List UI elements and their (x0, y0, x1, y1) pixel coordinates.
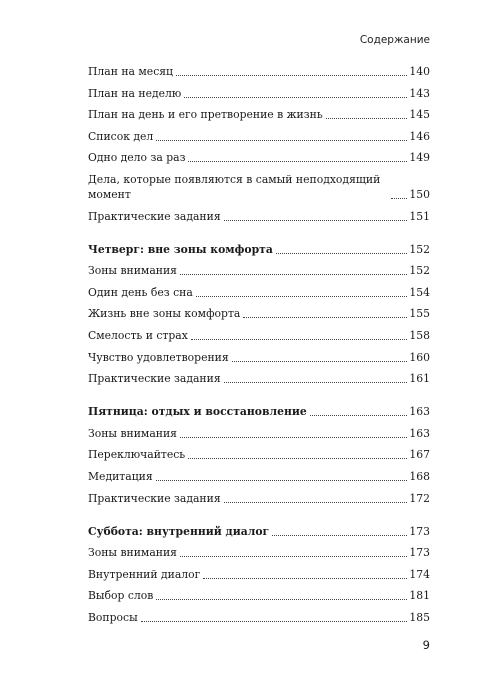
toc-entry-title: Внутренний диалог (88, 567, 201, 581)
toc-entry-page: 185 (409, 610, 430, 624)
dot-leader (156, 140, 407, 141)
dot-leader (156, 599, 407, 600)
toc-chapter-entry[interactable] (88, 404, 430, 419)
toc-entry-page: 146 (409, 129, 430, 143)
toc-section (88, 242, 430, 387)
toc-entry[interactable] (88, 328, 430, 343)
toc-entry-page: 152 (409, 242, 430, 256)
toc-chapter-entry[interactable] (88, 242, 430, 257)
toc-entry-page: 172 (409, 491, 430, 505)
toc-entry[interactable] (88, 150, 430, 165)
dot-leader (180, 437, 407, 438)
toc-entry-title: Чувство удовлетворения (88, 350, 229, 364)
toc-entry-title: Зоны внимания (88, 264, 177, 278)
dot-leader (141, 621, 408, 622)
toc-section (88, 64, 430, 224)
toc-entry-page: 181 (409, 589, 430, 603)
toc-entry-title: Практические задания (88, 372, 221, 386)
toc-entry[interactable] (88, 306, 430, 321)
toc-entry-page: 167 (409, 448, 430, 462)
dot-leader (224, 220, 408, 221)
toc-entry-title: Медитация (88, 469, 153, 483)
dot-leader (243, 317, 407, 318)
toc-entry[interactable] (88, 263, 430, 278)
toc-entry[interactable] (88, 426, 430, 441)
dot-leader (391, 198, 407, 199)
toc-entry-page: 173 (409, 524, 430, 538)
toc-entry[interactable] (88, 588, 430, 603)
toc-entry[interactable] (88, 285, 430, 300)
toc-entry-title: Вопросы (88, 610, 138, 624)
toc-entry-title: Одно дело за раз (88, 151, 186, 165)
dot-leader (232, 361, 408, 362)
dot-leader (224, 502, 408, 503)
toc-entry-page: 152 (409, 264, 430, 278)
dot-leader (196, 296, 408, 297)
dot-leader (180, 556, 407, 557)
toc-entry-title: План на месяц (88, 65, 173, 78)
page-number: 9 (422, 638, 430, 652)
toc-entry[interactable] (88, 545, 430, 560)
running-head-title: Содержание (359, 34, 430, 46)
toc-entry-page: 174 (409, 567, 430, 581)
toc-entry[interactable] (88, 107, 430, 122)
toc-entry-title: Зоны внимания (88, 546, 177, 560)
toc-entry-title: Один день без сна (88, 285, 193, 299)
toc-entry-title: Жизнь вне зоны комфорта (88, 307, 241, 321)
toc-entry-title: Суббота: внутренний диалог (88, 524, 270, 538)
dot-leader (276, 253, 408, 254)
toc-entry[interactable] (88, 350, 430, 365)
toc-entry[interactable] (88, 610, 430, 625)
toc-entry[interactable] (88, 129, 430, 144)
toc-entry[interactable] (88, 209, 430, 224)
toc-entry-page: 158 (409, 328, 430, 342)
toc-entry[interactable] (88, 447, 430, 462)
toc-entry-title: План на день и его претворение в жизнь (88, 108, 323, 122)
dot-leader (203, 578, 407, 579)
dot-leader (176, 75, 407, 76)
toc-entry[interactable] (88, 371, 430, 386)
toc-section (88, 524, 430, 625)
toc-entry-title: План на неделю (88, 86, 182, 100)
toc-entry-page: 149 (409, 151, 430, 165)
toc-entry[interactable] (88, 567, 430, 582)
toc-entry-page: 140 (409, 65, 430, 78)
toc-entry[interactable] (88, 469, 430, 484)
toc-entry-title: Список дел (88, 129, 154, 143)
toc-entry-title: Пятница: отдых и восстановление (88, 405, 307, 419)
toc-entry[interactable] (88, 172, 430, 202)
dot-leader (326, 118, 408, 119)
toc-entry-page: 163 (409, 405, 430, 419)
toc-chapter-entry[interactable] (88, 524, 430, 539)
dot-leader (180, 274, 407, 275)
dot-leader (310, 415, 408, 416)
toc-entry-title: Зоны внимания (88, 426, 177, 440)
toc-entry-page: 161 (409, 372, 430, 386)
dot-leader (224, 382, 408, 383)
toc-entry-page: 173 (409, 546, 430, 560)
toc-entry-page: 145 (409, 108, 430, 122)
toc-entry-page: 150 (409, 187, 430, 201)
toc-entry-page: 168 (409, 469, 430, 483)
toc-entry-page: 163 (409, 426, 430, 440)
toc-entry-page: 143 (409, 86, 430, 100)
table-of-contents (88, 64, 430, 643)
toc-entry-title: Четверг: вне зоны комфорта (88, 242, 273, 256)
toc-entry-title: Смелость и страх (88, 328, 188, 342)
toc-entry-title: Дела, которые появляются в самый неподходящий момент (88, 172, 381, 201)
dot-leader (272, 535, 407, 536)
dot-leader (184, 97, 407, 98)
dot-leader (156, 480, 408, 481)
toc-entry-title: Практические задания (88, 491, 221, 505)
toc-entry-title: Переключайтесь (88, 448, 186, 462)
toc-entry-page: 151 (409, 209, 430, 223)
toc-entry[interactable] (88, 491, 430, 506)
toc-entry-page: 154 (409, 285, 430, 299)
dot-leader (188, 161, 407, 162)
toc-entry-title: Выбор слов (88, 589, 154, 603)
toc-entry-page: 160 (409, 350, 430, 364)
toc-section (88, 404, 430, 505)
dot-leader (188, 458, 407, 459)
toc-entry-page: 155 (409, 307, 430, 321)
dot-leader (191, 339, 408, 340)
toc-entry-title: Практические задания (88, 209, 221, 223)
toc-entry[interactable] (88, 64, 430, 79)
toc-entry[interactable] (88, 86, 430, 101)
